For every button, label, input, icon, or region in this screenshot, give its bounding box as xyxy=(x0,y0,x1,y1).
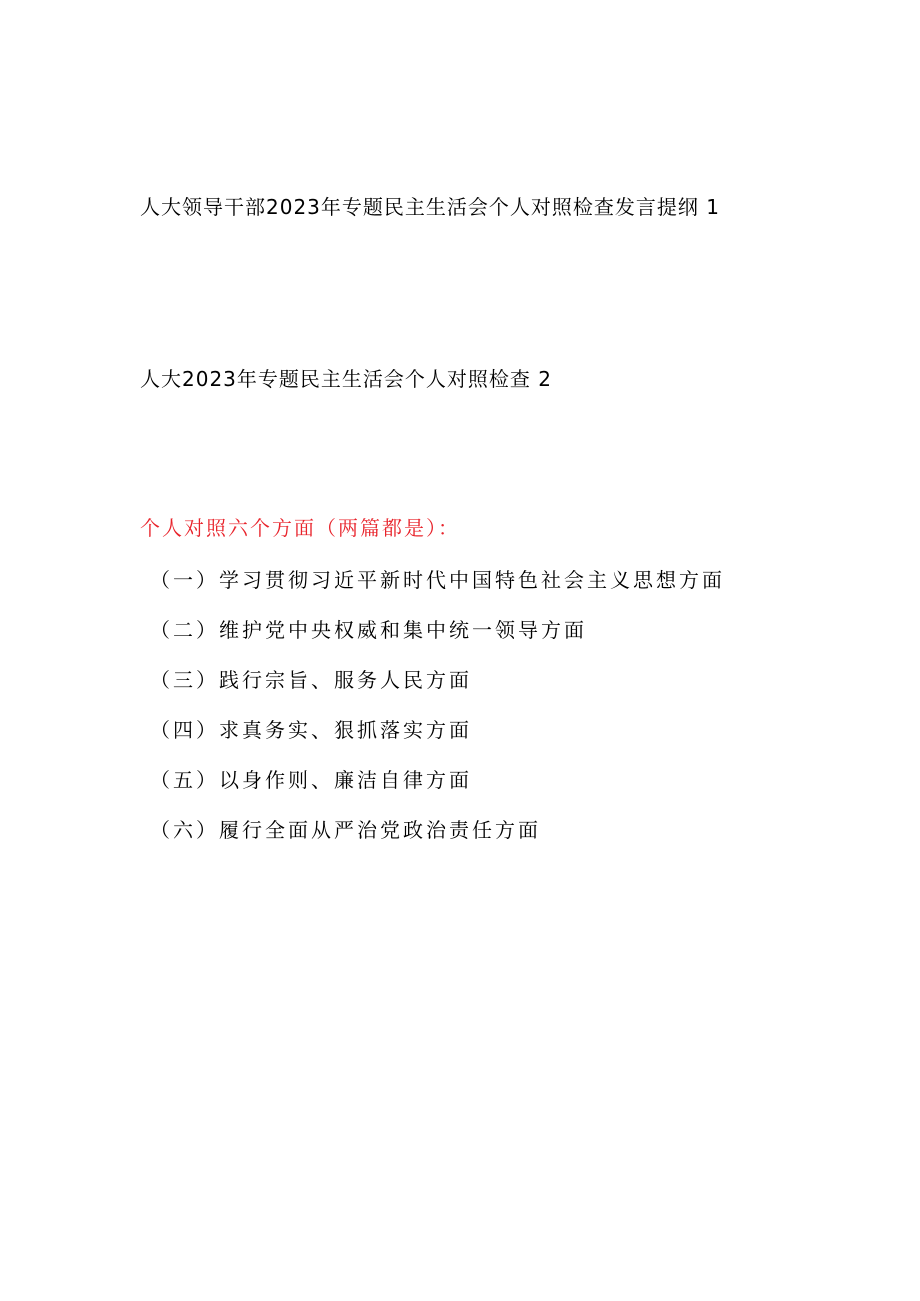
toc-entry-1[interactable] xyxy=(140,197,720,217)
aspects-heading: 个人对照六个方面（两篇都是）： xyxy=(140,516,460,540)
aspect-item-3: （三）践行宗旨、服务人民方面 xyxy=(150,668,472,692)
toc-entry-2[interactable] xyxy=(140,369,552,389)
aspect-item-1: （一）学习贯彻习近平新时代中国特色社会主义思想方面 xyxy=(150,568,725,592)
aspects-list xyxy=(150,570,725,870)
aspect-item-6: （六）履行全面从严治党政治责任方面 xyxy=(150,818,541,842)
toc-entry-title: 人大2023年专题民主生活会个人对照检查 xyxy=(140,367,531,391)
toc-entry-title: 人大领导干部2023年专题民主生活会个人对照检查发言提纲 xyxy=(140,195,699,219)
aspect-item-2: （二）维护党中央权威和集中统一领导方面 xyxy=(150,618,587,642)
toc-entry-page-number: 1 xyxy=(706,195,720,219)
aspect-item-5: （五）以身作则、廉洁自律方面 xyxy=(150,768,472,792)
toc-entry-page-number: 2 xyxy=(538,367,552,391)
aspect-item-4: （四）求真务实、狠抓落实方面 xyxy=(150,718,472,742)
